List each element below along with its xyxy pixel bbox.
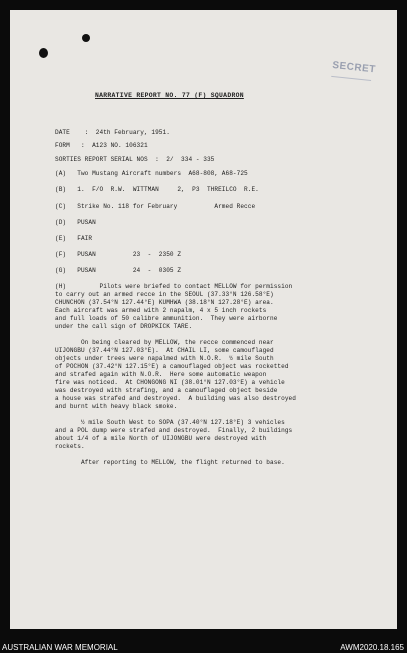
para-h-line-5: and full loads of 50 calibre ammunition. They were airborne [55, 315, 278, 322]
para-2-line-8: a house was strafed and destroyed. A building was also destroyed [55, 395, 296, 402]
report-title: NARRATIVE REPORT NO. 77 (F) SQUADRON [95, 92, 244, 99]
punch-hole-left [39, 48, 48, 58]
item-c: (C) Strike No. 118 for February Armed Recce [55, 203, 256, 210]
para-h-line-6: under the call sign of DROPKICK TARE. [55, 323, 193, 330]
para-2-line-9: and burnt with heavy black smoke. [55, 403, 178, 410]
para-2-line-4: of POCHON (37.42°N 127.15°E) a camouflaged object was rocketted [55, 363, 289, 370]
para-h-line-1: (H) Pilots were briefed to contact MELLOW for permission [55, 283, 293, 290]
para-2-line-5: and strafed again with N.O.R. Here some automatic weapon [55, 371, 267, 378]
para-h-line-3: CHUNCHON (37.54°N 127.44°E) KUMHWA (38.18°N 127.28°E) area. [55, 299, 274, 306]
para-h-line-4: Each aircraft was armed with 2 napalm, 4 x 5 inch rockets [55, 307, 267, 314]
para-3-line-1: ½ mile South West to SOPA (37.40°N 127.18°E) 3 vehicles [55, 419, 285, 426]
punch-hole-right [82, 34, 90, 42]
form-line: FORM : A123 NO. 106321 [55, 142, 148, 149]
item-e: (E) FAIR [55, 235, 93, 242]
para-3-line-2: and a POL dump were strafed and destroyed. Finally, 2 buildings [55, 427, 293, 434]
item-g: (G) PUSAN 24 - 0305 Z [55, 267, 182, 274]
item-b: (B) 1. F/O R.W. WITTMAN 2, P3 THREILCO R.E. [55, 186, 259, 193]
para-4-line-1: After reporting to MELLOW, the flight returned to base. [55, 459, 285, 466]
footer-accession-number: AWM2020.18.165 [340, 643, 404, 652]
para-2-line-7: was destroyed with strafing, and a camouflaged object beside [55, 387, 278, 394]
document-page [10, 10, 397, 629]
date-line: DATE : 24th February, 1951. [55, 129, 170, 136]
para-2-line-3: objects under trees were napalmed with N.O.R. ½ mile South [55, 355, 274, 362]
para-2-line-1: On being cleared by MELLOW, the recce commenced near [55, 339, 274, 346]
para-3-line-3: about 1/4 of a mile North of UIJONGBU were destroyed with [55, 435, 267, 442]
para-h-line-2: to carry out an armed recce in the SEOUL (37.33°N 126.58°E) [55, 291, 274, 298]
item-f: (F) PUSAN 23 - 2350 Z [55, 251, 182, 258]
para-2-line-2: UIJONGBU (37.44°N 127.03°E). At CHAIL LI, some camouflaged [55, 347, 274, 354]
item-a: (A) Two Mustang Aircraft numbers A68-808, A68-725 [55, 170, 248, 177]
para-3-line-4: rockets. [55, 443, 85, 450]
footer-institution: AUSTRALIAN WAR MEMORIAL [2, 643, 118, 652]
secret-stamp: SECRET [331, 60, 373, 81]
sorties-line: SORTIES REPORT SERIAL NOS : 2/ 334 - 335 [55, 156, 215, 163]
para-2-line-6: fire was noticed. At CHONGONG NI (38.01°N 127.03°E) a vehicle [55, 379, 285, 386]
item-d: (D) PUSAN [55, 219, 96, 226]
